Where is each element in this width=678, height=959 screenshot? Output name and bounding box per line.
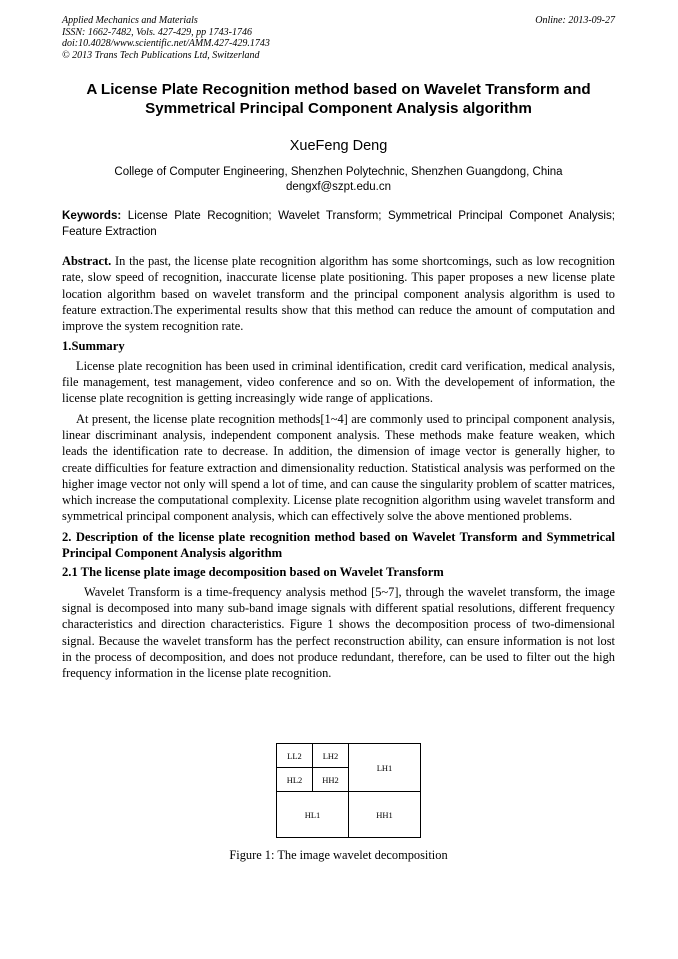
keywords — [62, 208, 615, 240]
journal-header — [62, 15, 615, 61]
keywords-label: Keywords: — [62, 209, 122, 222]
paper-body — [62, 253, 615, 685]
author-email: dengxf@szpt.edu.cn — [285, 181, 392, 193]
cell-ll2: LL2 — [277, 744, 313, 768]
cell-lh2: LH2 — [313, 744, 349, 768]
cell-hh1: HH1 — [376, 809, 393, 820]
cell-hl1: HL1 — [277, 792, 349, 837]
keywords-text: License Plate Recognition; Wavelet Transform; Symmetrical Principal Componet Analysis; Feature Extraction — [62, 209, 615, 238]
online-date: Online: 2013-09-27 — [535, 15, 615, 26]
section-1-paragraph-2: At present, the license plate recognition methods[1~4] are commonly used to principal component analysis, linear discriminant analysis, independent component analysis. These methods make feature weaken, which leads the identification rate to decrease. In addition, the dimension of image vector is generally higher, to create difficulties for feature extraction and dimensionality reduction. Statistical analysis was performed on the higher image vector not only will spend a lot of time, and can cause the singularity problem of scatter matrices, which increase the computational complexity. License plate recognition algorithm using wavelet transform and symmetrical principal component analysis, which can effectively solve the above mentioned problems. — [62, 411, 615, 524]
abstract-label: Abstract. — [62, 254, 112, 268]
abstract — [62, 253, 615, 334]
figure-caption: Figure 1: The image wavelet decomposition — [229, 848, 448, 862]
section-1-heading: 1.Summary — [62, 339, 125, 354]
section-2-heading: 2. Description of the license plate recognition method based on Wavelet Transform and Symmetrical Principal Component Analysis algorithm — [62, 529, 615, 561]
paper-title-line1: A License Plate Recognition method based on Wavelet Transform and — [86, 81, 591, 98]
section-2-1-paragraph-1: Wavelet Transform is a time-frequency analysis method [5~7], through the wavelet transform, the image signal is decomposed into many sub-band image signals with different spatial resolutions, different frequency characteristics and direction characteristics. Figure 1 shows the decomposition process of two-dimensional signal. Because the wavelet transform has the perfect reconstruction ability, can ensure information is not lost in the process of decomposition, and does not produce redundant, therefore, can be used to filter out the high frequency information in the license plate recognition. — [62, 584, 615, 681]
journal-issn: ISSN: 1662-7482, Vols. 427-429, pp 1743-1746 — [62, 26, 252, 38]
author-affiliation-block — [62, 165, 615, 195]
section-2-1-heading: 2.1 The license plate image decomposition based on Wavelet Transform — [62, 565, 444, 580]
abstract-text: In the past, the license plate recognition algorithm has some shortcomings, such as low recognition rate, slow speed of recognition, inaccurate license plate positioning. This paper proposes a new license plate location algorithm based on wavelet transform and the principal component analysis algorithm is used to feature extraction.The experimental results show that this method can reduce the amount of computation and improve the system recognition rate. — [62, 254, 615, 334]
author-name: XueFeng Deng — [289, 138, 388, 154]
cell-hh2: HH2 — [313, 768, 349, 792]
cell-lh1: LH1 — [349, 744, 420, 792]
paper-title-line2: Symmetrical Principal Component Analysis algorithm — [145, 100, 532, 117]
journal-copyright: © 2013 Trans Tech Publications Ltd, Switzerland — [62, 49, 260, 61]
paper-title — [62, 80, 615, 118]
journal-name: Applied Mechanics and Materials — [62, 15, 198, 26]
section-1-paragraph-1: License plate recognition has been used in criminal identification, credit card verification, medical analysis, file management, test management, video conference and so on. With the developement of information, the license plate recognition is getting increasingly wide range of applications. — [62, 358, 615, 406]
author-affiliation: College of Computer Engineering, Shenzhen Polytechnic, Shenzhen Guangdong, China — [114, 166, 563, 178]
wavelet-decomposition-figure — [276, 743, 421, 838]
cell-hl2: HL2 — [277, 768, 313, 792]
journal-doi: doi:10.4028/www.scientific.net/AMM.427-429.1743 — [62, 38, 270, 49]
